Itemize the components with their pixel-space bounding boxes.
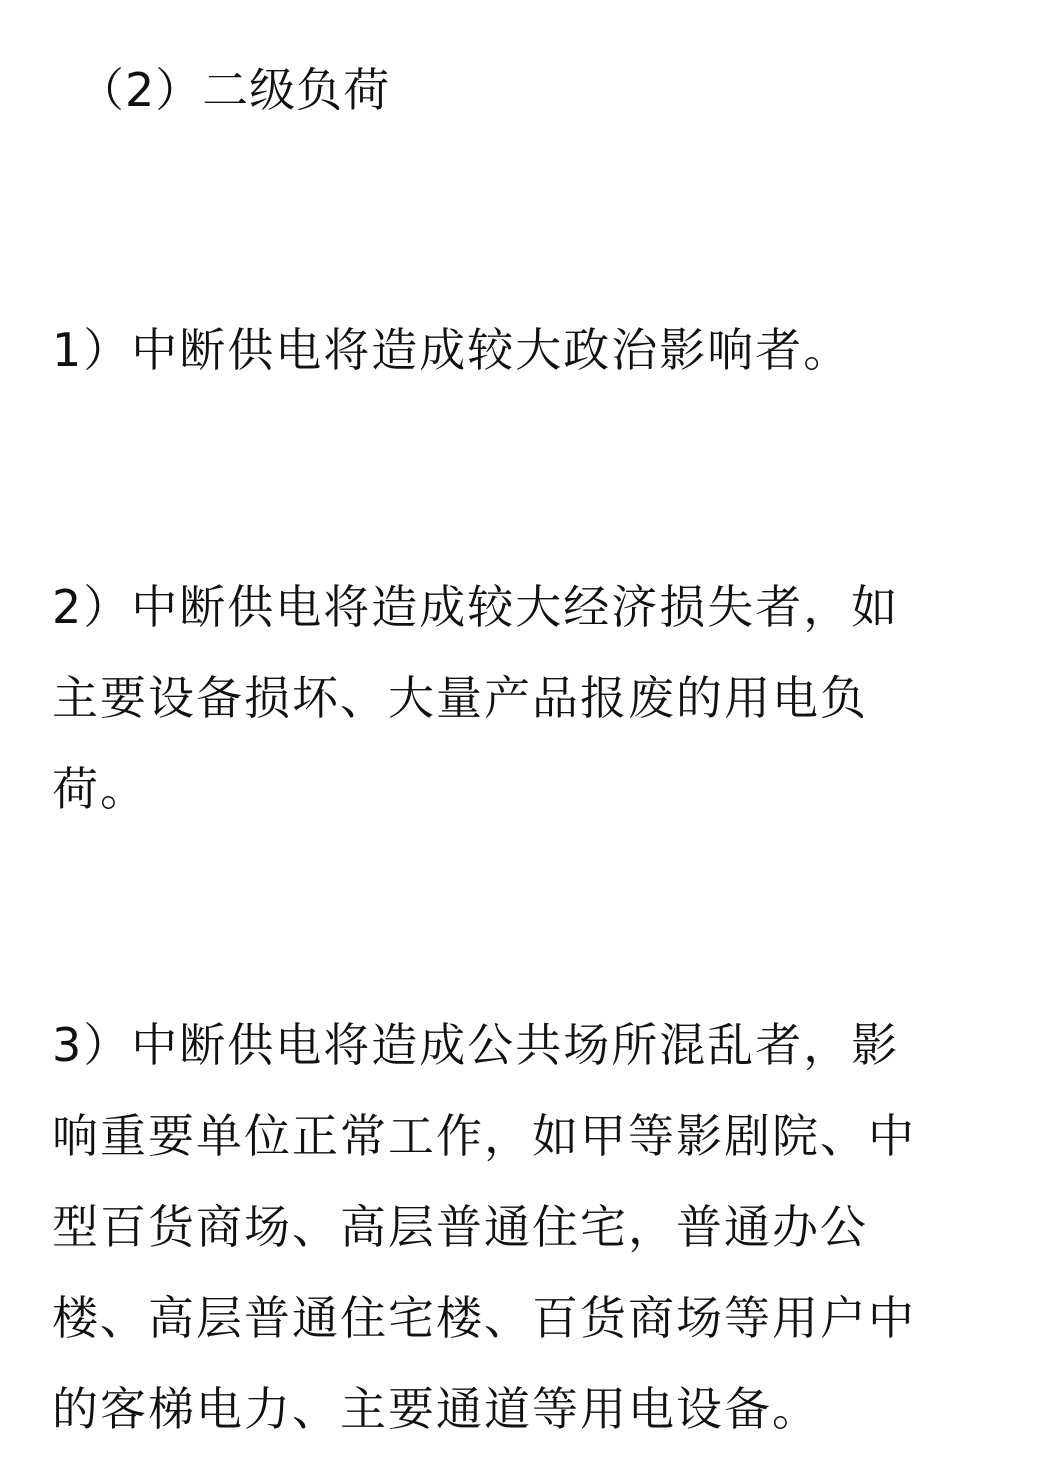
list-item-3-line-3: 型百货商场、高层普通住宅，普通办公	[52, 1200, 868, 1254]
list-item-1	[52, 305, 1032, 396]
list-item-3-line-2: 响重要单位正常工作，如甲等影剧院、中	[52, 1109, 916, 1163]
section-heading: （2）二级负荷	[78, 63, 391, 117]
list-item-2-line-2: 主要设备损坏、大量产品报废的用电负	[52, 671, 868, 725]
list-item-3-line-5: 的客梯电力、主要通道等用电设备。	[52, 1382, 820, 1436]
list-item-3-line-1: 3）中断供电将造成公共场所混乱者，影	[52, 1018, 900, 1072]
list-item-2-line-3: 荷。	[52, 762, 148, 816]
list-item-1-line-1: 1）中断供电将造成较大政治影响者。	[52, 323, 852, 377]
list-item-3	[52, 1000, 1032, 1455]
list-item-2	[52, 562, 1032, 835]
list-item-3-line-4: 楼、高层普通住宅楼、百货商场等用户中	[52, 1291, 916, 1345]
list-item-2-line-1: 2）中断供电将造成较大经济损失者，如	[52, 580, 900, 634]
